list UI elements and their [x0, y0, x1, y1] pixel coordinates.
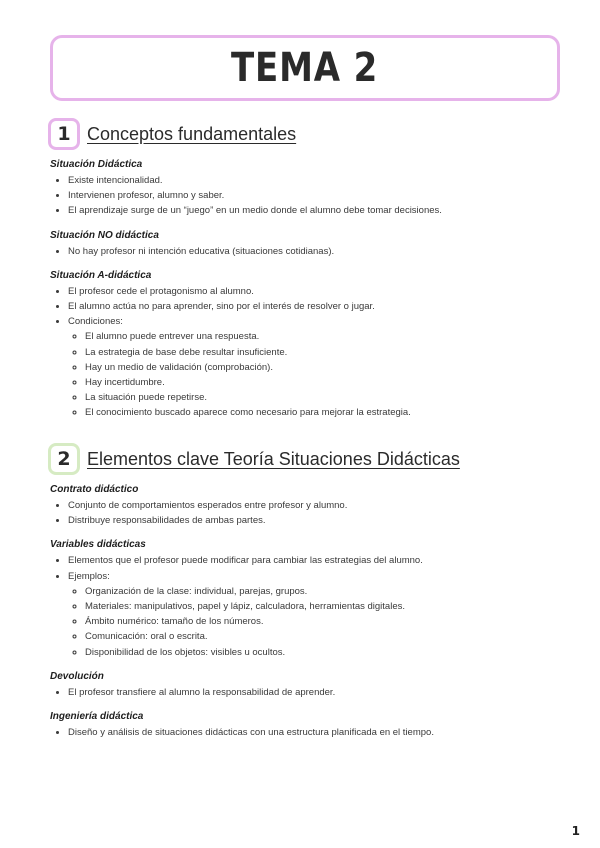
- sub-list-item: ◦ Comunicación: oral o escrita.: [85, 629, 568, 644]
- block-variables-didacticas: [48, 539, 568, 659]
- section-2: [48, 442, 568, 751]
- title-box: [50, 35, 560, 101]
- section-1-number: 1: [48, 118, 80, 150]
- block-situacion-didactica: [48, 159, 568, 219]
- page-number: 1: [571, 824, 580, 838]
- list-item: • El profesor cede el protagonismo al alumno.: [68, 284, 568, 299]
- section-1: [48, 117, 568, 432]
- sub-list-item: ◦ Disponibilidad de los objetos: visibles u ocultos.: [85, 645, 568, 660]
- subheading: Situación Didáctica: [50, 159, 143, 170]
- section-2-number: 2: [48, 443, 80, 475]
- list-item: • Conjunto de comportamientos esperados entre profesor y alumno.: [68, 498, 568, 513]
- sub-list-item: ◦ La estrategia de base debe resultar insuficiente.: [85, 345, 568, 360]
- sub-list-item: ◦ Materiales: manipulativos, papel y lápiz, calculadora, herramientas digitales.: [85, 599, 568, 614]
- page-title: TEMA 2: [231, 45, 379, 91]
- sub-list-item: ◦ Ámbito numérico: tamaño de los números.: [85, 614, 568, 629]
- list-item-text: Ejemplos:: [68, 570, 110, 582]
- section-1-header: [48, 117, 568, 151]
- list-item: [68, 314, 568, 420]
- section-2-title: Elementos clave Teoría Situaciones Didácticas: [87, 448, 460, 469]
- subheading: Situación A-didáctica: [50, 269, 152, 281]
- list-item: [68, 569, 568, 660]
- subheading: Contrato didáctico: [50, 484, 139, 495]
- sub-list-item: ◦ Hay un medio de validación (comprobación).: [85, 360, 568, 375]
- sub-list-item: ◦ Hay incertidumbre.: [85, 375, 568, 390]
- block-devolucion: [48, 671, 568, 700]
- list-item: • No hay profesor ni intención educativa (situaciones cotidianas).: [68, 244, 568, 259]
- list-item: • Existe intencionalidad.: [68, 173, 568, 188]
- list-item: • El aprendizaje surge de un “juego” en un medio donde el alumno debe tomar decisiones.: [68, 203, 568, 218]
- sub-list-item: ◦ Organización de la clase: individual, parejas, grupos.: [85, 584, 568, 599]
- list-item: • Elementos que el profesor puede modificar para cambiar las estrategias del alumno.: [68, 553, 568, 568]
- subheading: Devolución: [50, 670, 104, 682]
- subheading: Situación NO didáctica: [50, 229, 159, 241]
- sub-list-item: ◦ El alumno puede entrever una respuesta.: [85, 329, 568, 344]
- section-1-title: Conceptos fundamentales: [87, 123, 297, 144]
- sub-list-item: ◦ La situación puede repetirse.: [85, 390, 568, 405]
- list-item-text: Condiciones:: [68, 316, 123, 328]
- block-ingenieria-didactica: [48, 711, 568, 740]
- list-item: • Distribuye responsabilidades de ambas partes.: [68, 513, 568, 528]
- list-item: • Intervienen profesor, alumno y saber.: [68, 188, 568, 203]
- sub-list-item: ◦ El conocimiento buscado aparece como necesario para mejorar la estrategia.: [85, 405, 568, 420]
- list-item: • Diseño y análisis de situaciones didácticas con una estructura planificada en el tiempo.: [68, 725, 568, 740]
- list-item: • El profesor transfiere al alumno la responsabilidad de aprender.: [68, 685, 568, 700]
- section-2-header: [48, 442, 568, 476]
- block-situacion-no-didactica: [48, 230, 568, 259]
- block-situacion-a-didactica: [48, 270, 568, 421]
- subheading: Variables didácticas: [50, 539, 146, 551]
- list-item: • El alumno actúa no para aprender, sino por el interés de resolver o jugar.: [68, 299, 568, 314]
- block-contrato-didactico: [48, 484, 568, 528]
- subheading: Ingeniería didáctica: [50, 711, 144, 723]
